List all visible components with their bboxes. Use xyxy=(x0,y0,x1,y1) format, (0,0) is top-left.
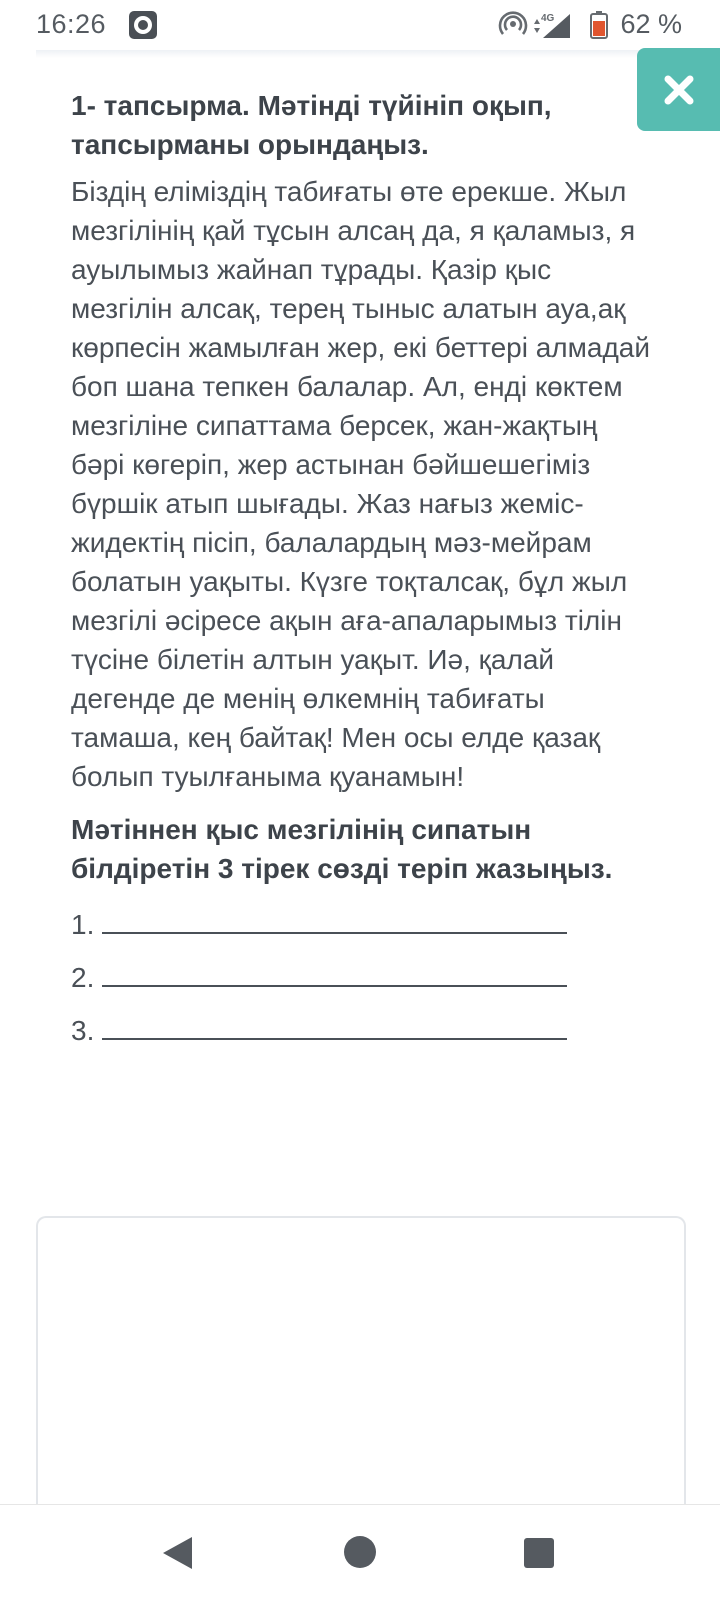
battery-percent: 62 % xyxy=(620,9,682,39)
task-question: Мәтіннен қыс мезгілінің сипатын білдіретін 3 тірек сөзді теріп жазыңыз. xyxy=(71,814,613,884)
status-bar xyxy=(0,0,720,50)
record-icon xyxy=(128,10,158,40)
hotspot-icon xyxy=(498,8,528,40)
answer-blank xyxy=(102,908,567,934)
answer-number: 3. xyxy=(71,1015,95,1046)
answer-number: 2. xyxy=(71,962,95,993)
answer-line xyxy=(71,951,651,1004)
recent-apps-square-icon[interactable] xyxy=(523,1537,555,1569)
status-time: 16:26 xyxy=(36,9,107,39)
answer-blank xyxy=(102,961,567,987)
back-triangle-icon[interactable] xyxy=(160,1535,194,1571)
network-label: 4G xyxy=(541,13,555,24)
home-circle-icon[interactable] xyxy=(343,1535,377,1569)
status-divider xyxy=(36,50,684,58)
task-content xyxy=(71,86,651,1057)
network-signal-icon xyxy=(532,10,572,40)
answer-line xyxy=(71,898,651,951)
task-text: Біздің еліміздің табиғаты өте ерекше. Жыл мезгілінің қай тұсын алсаң да, я қаламыз, я ауылымыз жайнап тұрады. Қазір қыс мезгілін алсақ, терең тыныс алатын ауа,ақ көрпесін жамылған жер, екі беттері алмадай боп шана тепкен балалар. Ал, енді көктем мезгіліне сипаттама берсек, жан-жақтың бәрі көгеріп, жер астынан бәйшешегіміз бүршік атып шығады. Жаз нағыз жеміс-жидектің пісіп, балалардың мәз-мейрам болатын уақыты. Күзге тоқталсақ, бұл жыл мезгілі әсіресе ақын аға-апаларымыз тілін түсіне білетін алтын уақыт. Иә, қалай дегенде де менің өлкемнің табиғаты тамаша, кең байтақ! Мен осы елде қазақ болып туылғаныма қуанамын! xyxy=(71,176,651,792)
answer-input-box[interactable] xyxy=(36,1216,686,1518)
close-icon xyxy=(662,73,696,107)
answer-number: 1. xyxy=(71,909,95,940)
answer-blank xyxy=(102,1014,567,1040)
battery-icon xyxy=(590,11,608,39)
answer-line xyxy=(71,1004,651,1057)
navigation-bar xyxy=(0,1504,720,1601)
answer-lines xyxy=(71,898,651,1057)
task-title: 1- тапсырма. Мәтінді түйініп оқып, тапсырманы орындаңыз. xyxy=(71,90,552,160)
